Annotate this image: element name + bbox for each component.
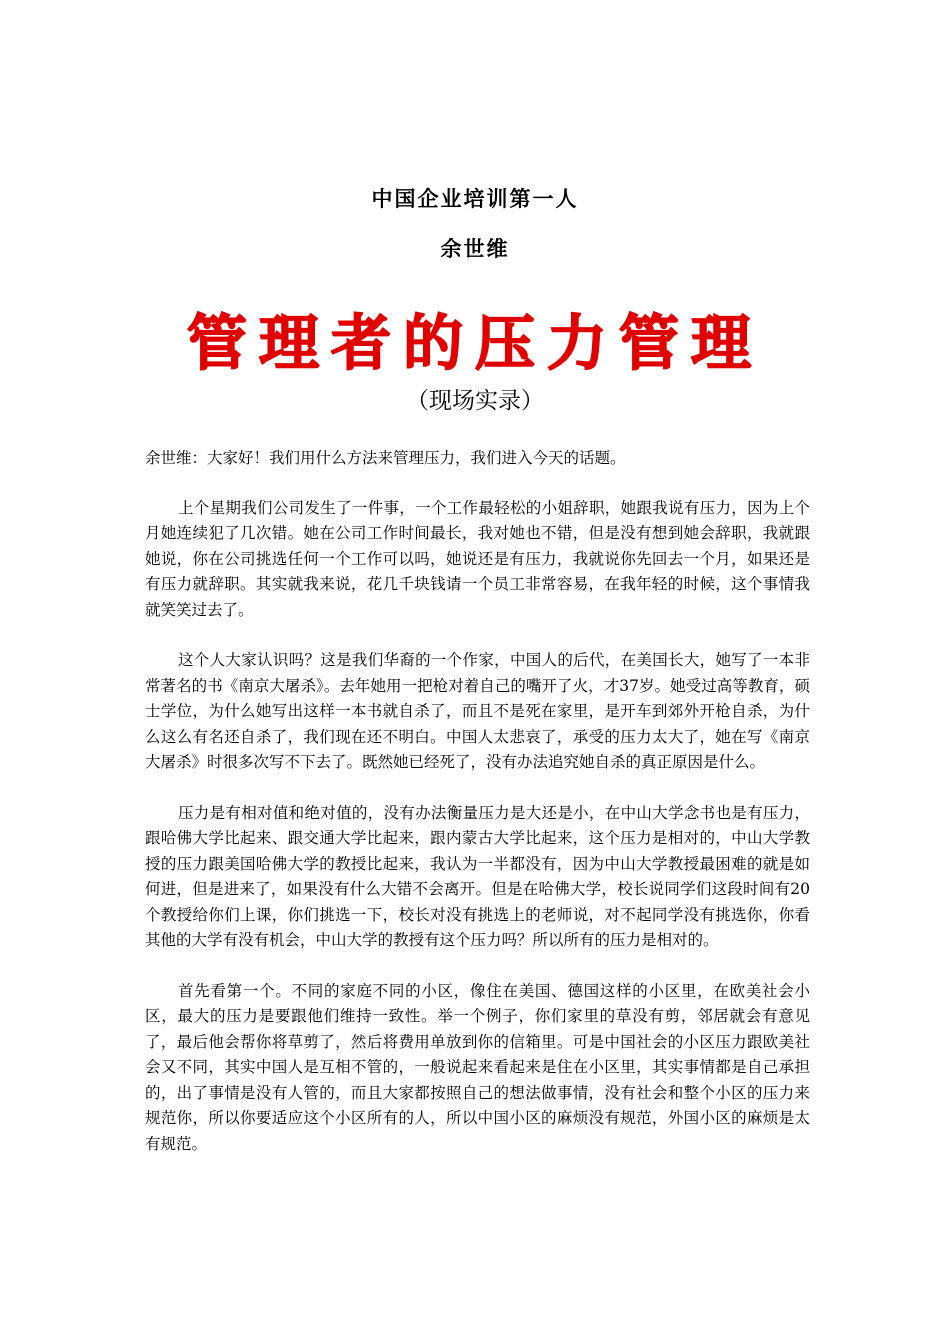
- document-title: 管理者的压力管理: [187, 309, 763, 379]
- document-supertitle: 中国企业培训第一人: [371, 187, 579, 211]
- document-body: [145, 446, 810, 1182]
- body-paragraph: 压力是有相对值和绝对值的，没有办法衡量压力是大还是小，在中山大学念书也是有压力，跟哈佛大学比起来、跟交通大学比起来，跟内蒙古大学比起来，这个压力是相对的，中山大学教授的压力跟美国哈佛大学的教授比起来，我认为一半都没有，因为中山大学教授最困难的就是如何进，但是进来了，如果没有什么大错不会离开。但是在哈佛大学，校长说同学们这段时间有20个教授给你们上课，你们挑选一下，校长对没有挑选上的老师说，对不起同学没有挑选你，你看其他的大学有没有机会，中山大学的教授有这个压力吗？所以所有的压力是相对的。: [145, 803, 810, 949]
- document-subtitle: （现场实录）: [406, 388, 544, 414]
- intro-paragraph: 余世维：大家好！我们用什么方法来管理压力，我们进入今天的话题。: [145, 449, 626, 467]
- body-paragraph: 首先看第一个。不同的家庭不同的小区，像住在美国、德国这样的小区里，在欧美社会小区，最大的压力是要跟他们维持一致性。举一个例子，你们家里的草没有剪，邻居就会有意见了，最后他会帮你将草剪了，然后将费用单放到你的信箱里。可是中国社会的小区压力跟欧美社会又不同，其实中国人是互相不管的，一般说起来看起来是住在小区里，其实事情都是自己承担的，出了事情是没有人管的，而且大家都按照自己的想法做事情，没有社会和整个小区的压力来规范你，所以你要适应这个小区所有的人，所以中国小区的麻烦没有规范，外国小区的麻烦是太有规范。: [145, 981, 810, 1153]
- body-paragraph: 这个人大家认识吗？这是我们华裔的一个作家，中国人的后代，在美国长大，她写了一本非常著名的书《南京大屠杀》。去年她用一把枪对着自己的嘴开了火，才37岁。她受过高等教育，硕士学位，为什么她写出这样一本书就自杀了，而且不是死在家里，是开车到郊外开枪自杀，为什么这么有名还自杀了，我们现在还不明白。中国人太悲哀了，承受的压力太大了，她在写《南京大屠杀》时很多次写不下去了。既然她已经死了，没有办法追究她自杀的真正原因是什么。: [145, 651, 810, 771]
- body-paragraph: 上个星期我们公司发生了一件事，一个工作最轻松的小姐辞职，她跟我说有压力，因为上个月她连续犯了几次错。她在公司工作时间最长，我对她也不错，但是没有想到她会辞职，我就跟她说，你在公司挑选任何一个工作可以吗，她说还是有压力，我就说你先回去一个月，如果还是有压力就辞职。其实就我来说，花几千块钱请一个员工非常容易，在我年轻的时候，这个事情我就笑笑过去了。: [145, 498, 810, 619]
- document-author: 余世维: [440, 237, 510, 261]
